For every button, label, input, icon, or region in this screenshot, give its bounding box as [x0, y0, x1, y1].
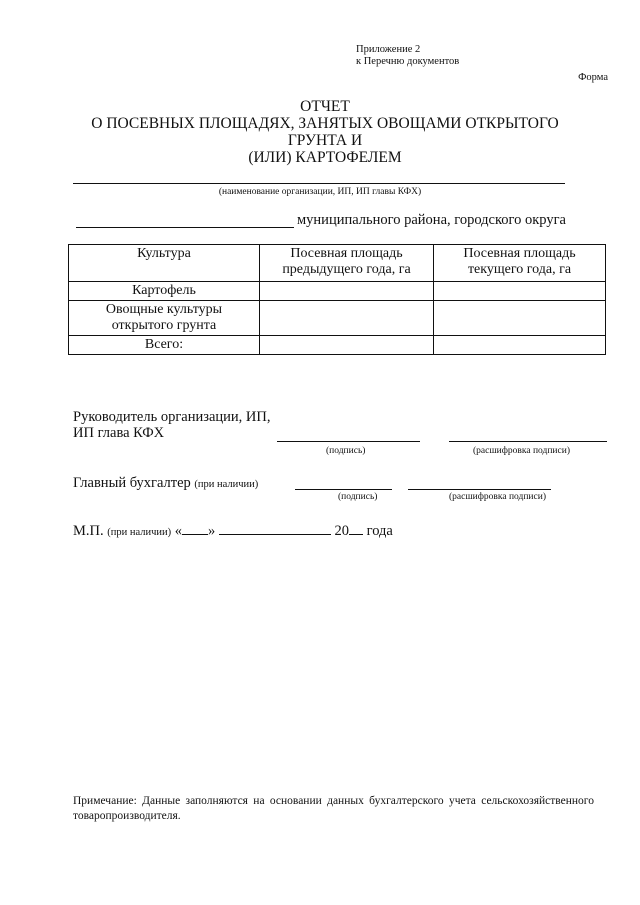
organization-caption: (наименование организации, ИП, ИП главы КФХ) — [218, 187, 422, 197]
header-current-line-1: Посевная площадь — [463, 246, 576, 261]
accountant-signature-caption: (подпись) — [338, 492, 378, 502]
accountant-signature-field[interactable] — [295, 489, 392, 490]
quote-close: » — [207, 523, 216, 539]
accountant-if-available: (при наличии) — [194, 479, 259, 490]
header-current-year — [434, 245, 606, 282]
appendix-reference — [356, 44, 459, 68]
header-crop — [69, 245, 260, 282]
stamp-date-row — [73, 522, 393, 541]
year-field[interactable] — [349, 522, 363, 535]
form-label: Форма — [578, 72, 608, 83]
header-previous-year — [260, 245, 434, 282]
footnote: Примечание: Данные заполняются на основании данных бухгалтерского учета сельскохозяйственного товаропроизводителя. — [73, 795, 594, 822]
row-label-vegetables — [69, 301, 260, 336]
district-name-field[interactable] — [76, 227, 294, 228]
cell-vegetables-previous[interactable] — [260, 301, 434, 336]
header-previous-line-2: предыдущего года, га — [282, 262, 411, 277]
report-title — [60, 98, 590, 166]
appendix-line-1: Приложение 2 — [356, 44, 421, 55]
head-title-line-1: Руководитель организации, ИП, — [73, 409, 271, 425]
row-label-text: Овощные культуры — [105, 302, 223, 317]
title-line-2: О ПОСЕВНЫХ ПЛОЩАДЯХ, ЗАНЯТЫХ ОВОЩАМИ ОТКРЫТОГО ГРУНТА И — [91, 115, 559, 149]
head-signature-field[interactable] — [277, 441, 420, 442]
table-row — [69, 282, 606, 301]
accountant-title — [73, 475, 258, 493]
year-prefix: 20 — [334, 523, 349, 539]
row-label-potato — [69, 282, 260, 301]
head-title — [73, 409, 271, 441]
district-label: муниципального района, городского округа — [297, 212, 566, 228]
accountant-label: Главный бухгалтер — [73, 475, 191, 491]
organization-name-field[interactable] — [73, 183, 565, 184]
accountant-decoding-field[interactable] — [408, 489, 551, 490]
cell-potato-current[interactable] — [434, 282, 606, 301]
row-label-total — [69, 336, 260, 355]
year-suffix: года — [366, 523, 393, 539]
table-row — [69, 336, 606, 355]
title-line-3: (ИЛИ) КАРТОФЕЛЕМ — [248, 149, 402, 166]
cell-potato-previous[interactable] — [260, 282, 434, 301]
row-label-text: Картофель — [132, 283, 196, 298]
quote-open: « — [174, 523, 182, 539]
table-header-row — [69, 245, 606, 282]
table-row — [69, 301, 606, 336]
cell-vegetables-current[interactable] — [434, 301, 606, 336]
head-decoding-field[interactable] — [449, 441, 607, 442]
stamp-label: М.П. — [73, 523, 104, 539]
cell-total-previous[interactable] — [260, 336, 434, 355]
head-signature-caption: (подпись) — [326, 446, 366, 456]
accountant-decoding-caption: (расшифровка подписи) — [449, 492, 546, 502]
day-field[interactable] — [182, 522, 208, 535]
head-decoding-caption: (расшифровка подписи) — [473, 446, 570, 456]
title-line-1: ОТЧЕТ — [300, 98, 350, 115]
row-label-text: открытого грунта — [111, 318, 217, 333]
appendix-line-2: к Перечню документов — [356, 56, 460, 67]
header-previous-line-1: Посевная площадь — [290, 246, 403, 261]
header-current-line-2: текущего года, га — [467, 262, 572, 277]
cell-total-current[interactable] — [434, 336, 606, 355]
stamp-if-available: (при наличии) — [107, 527, 172, 538]
head-title-line-2: ИП глава КФХ — [73, 425, 165, 441]
header-crop-text: Культура — [137, 246, 191, 261]
row-label-text: Всего: — [144, 337, 184, 352]
month-field[interactable] — [219, 522, 331, 535]
crop-area-table — [68, 244, 606, 355]
